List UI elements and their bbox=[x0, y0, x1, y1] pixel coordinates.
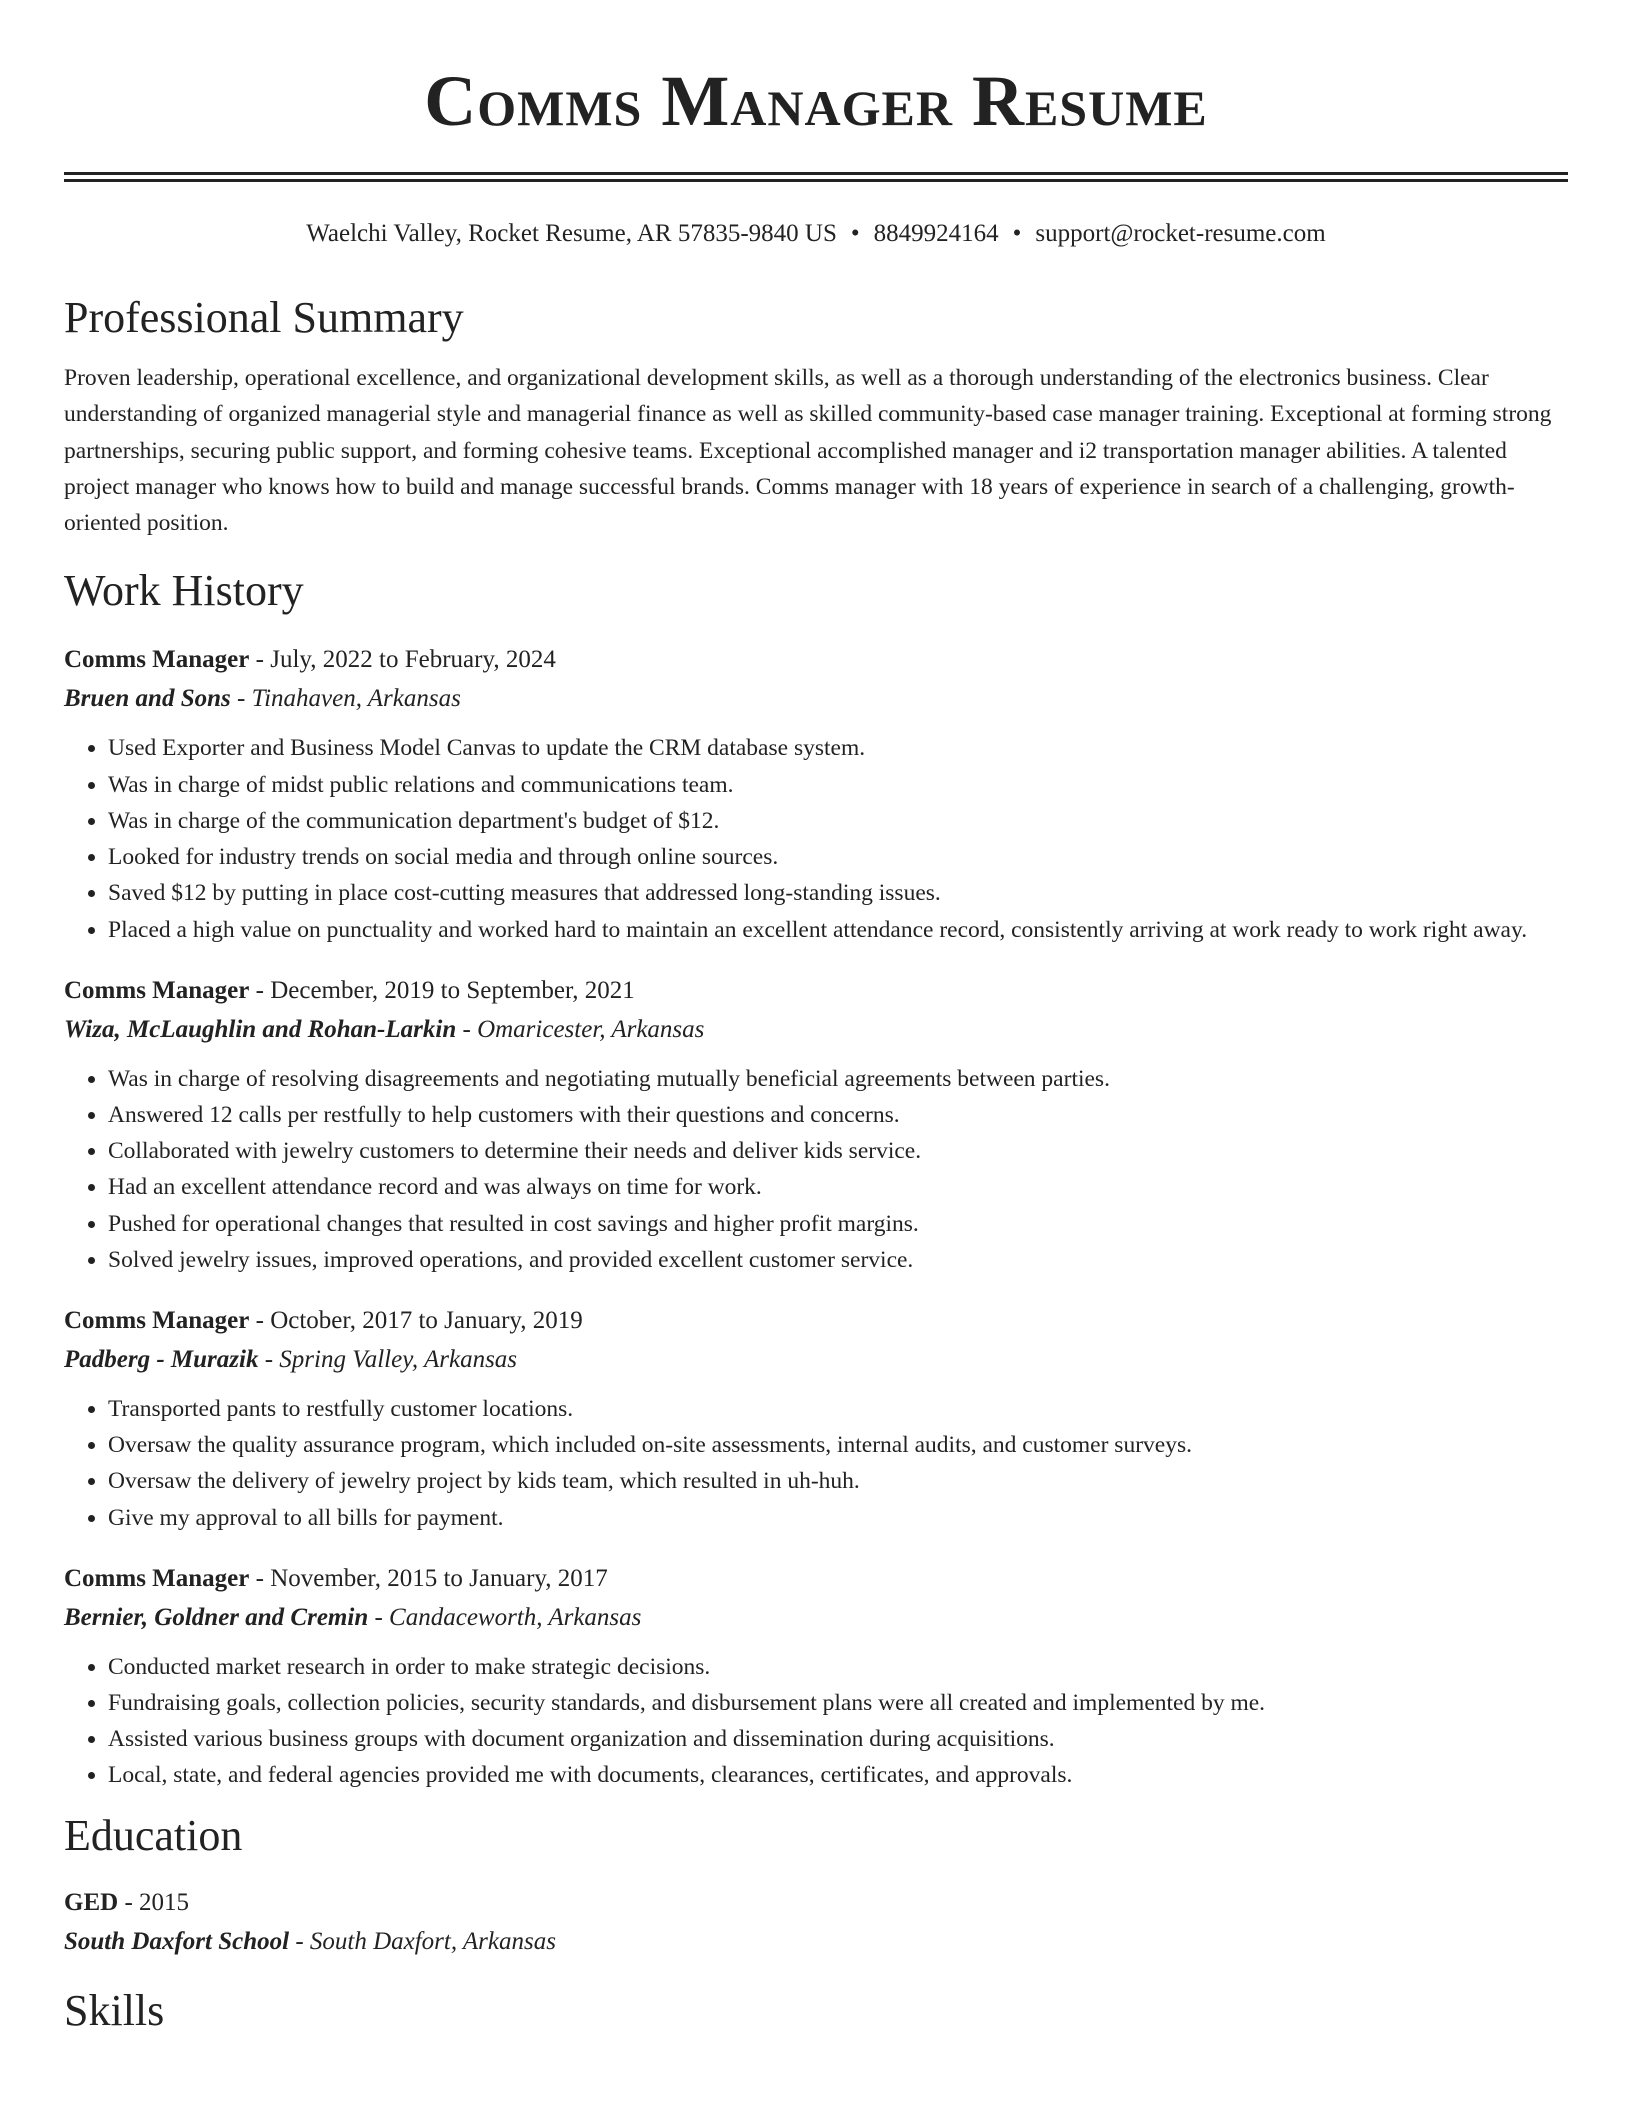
job-title: Comms Manager bbox=[64, 1564, 250, 1592]
job-bullet: • Conducted market research in order to make strategic decisions. bbox=[108, 1649, 1568, 1685]
job-title-line bbox=[64, 1302, 1568, 1340]
job-company: Wiza, McLaughlin and Rohan-Larkin bbox=[64, 1015, 457, 1043]
job-company-line bbox=[64, 1598, 1568, 1637]
job-company: Padberg - Murazik bbox=[64, 1345, 259, 1373]
job-bullet: • Answered 12 calls per restfully to help customers with their questions and concerns. bbox=[108, 1097, 1568, 1133]
education-school: South Daxfort School bbox=[64, 1927, 290, 1955]
education-heading: Education bbox=[64, 1810, 243, 1860]
job-entry bbox=[64, 641, 1568, 947]
skills-heading: Skills bbox=[64, 1985, 165, 2035]
job-entry bbox=[64, 1302, 1568, 1536]
contact-address: Waelchi Valley, Rocket Resume, AR 57835-9840 US bbox=[306, 220, 837, 247]
job-entry bbox=[64, 1560, 1568, 1794]
job-title-line bbox=[64, 972, 1568, 1010]
job-bullet: • Solved jewelry issues, improved operations, and provided excellent customer service. bbox=[108, 1242, 1568, 1278]
job-location: - Tinahaven, Arkansas bbox=[230, 685, 461, 713]
job-location: - Omaricester, Arkansas bbox=[456, 1015, 705, 1043]
job-bullet: • Placed a high value on punctuality and worked hard to maintain an excellent attendance record, consistently arriving at work ready to work right away. bbox=[108, 912, 1568, 948]
job-dates: - November, 2015 to January, 2017 bbox=[249, 1564, 608, 1592]
job-bullet: • Was in charge of resolving disagreements and negotiating mutually beneficial agreements between parties. bbox=[108, 1061, 1568, 1097]
job-bullet: • Used Exporter and Business Model Canvas to update the CRM database system. bbox=[108, 730, 1568, 766]
job-company: Bernier, Goldner and Cremin bbox=[64, 1603, 369, 1631]
job-bullets bbox=[64, 1649, 1568, 1794]
job-bullet: • Assisted various business groups with document organization and dissemination during acquisitions. bbox=[108, 1721, 1568, 1757]
job-title-line bbox=[64, 1560, 1568, 1598]
job-title: Comms Manager bbox=[64, 1306, 250, 1334]
job-title-line bbox=[64, 641, 1568, 679]
job-bullet: • Pushed for operational changes that resulted in cost savings and higher profit margins. bbox=[108, 1206, 1568, 1242]
job-company: Bruen and Sons bbox=[64, 685, 231, 713]
job-bullets bbox=[64, 730, 1568, 947]
job-bullet: • Give my approval to all bills for payment. bbox=[108, 1500, 1568, 1536]
title-divider bbox=[64, 172, 1568, 182]
job-company-line bbox=[64, 1010, 1568, 1049]
job-bullets bbox=[64, 1391, 1568, 1536]
education-year: - 2015 bbox=[118, 1888, 190, 1916]
education-degree-line bbox=[64, 1884, 1568, 1922]
job-entry bbox=[64, 972, 1568, 1278]
education-location: - South Daxfort, Arkansas bbox=[289, 1927, 556, 1955]
job-bullet: • Transported pants to restfully customer locations. bbox=[108, 1391, 1568, 1427]
summary-text: Proven leadership, operational excellence, and organizational development skills, as well as a thorough understanding of the electronics business. Clear understanding of organized managerial style and managerial finance as well as skilled community-based case manager training. Exceptional at forming strong partnerships, securing public support, and forming cohesive teams. Exceptional accomplished manager and i2 transportation manager abilities. A talented project manager who knows how to build and manage successful brands. Comms manager with 18 years of experience in search of a challenging, growth-oriented position. bbox=[64, 365, 1552, 537]
contact-email: support@rocket-resume.com bbox=[1035, 220, 1326, 247]
job-bullets bbox=[64, 1061, 1568, 1278]
contact-separator: • bbox=[850, 220, 860, 247]
job-bullet: • Local, state, and federal agencies provided me with documents, clearances, certificates, and approvals. bbox=[108, 1757, 1568, 1793]
job-bullet: • Saved $12 by putting in place cost-cutting measures that addressed long-standing issues. bbox=[108, 875, 1568, 911]
job-bullet: • Collaborated with jewelry customers to determine their needs and deliver kids service. bbox=[108, 1133, 1568, 1169]
summary-heading: Professional Summary bbox=[64, 293, 464, 342]
job-bullet: • Had an excellent attendance record and was always on time for work. bbox=[108, 1169, 1568, 1205]
job-bullet: • Was in charge of midst public relations and communications team. bbox=[108, 767, 1568, 803]
job-bullet: • Fundraising goals, collection policies, security standards, and disbursement plans were all created and implemented by me. bbox=[108, 1685, 1568, 1721]
job-title: Comms Manager bbox=[64, 976, 250, 1004]
job-dates: - October, 2017 to January, 2019 bbox=[249, 1306, 583, 1334]
job-location: - Spring Valley, Arkansas bbox=[258, 1345, 518, 1373]
job-title: Comms Manager bbox=[64, 646, 250, 674]
job-bullet: • Oversaw the delivery of jewelry project by kids team, which resulted in uh-huh. bbox=[108, 1463, 1568, 1499]
contact-line bbox=[64, 218, 1568, 250]
contact-phone: 8849924164 bbox=[873, 220, 999, 247]
job-bullet: • Was in charge of the communication department's budget of $12. bbox=[108, 803, 1568, 839]
job-bullet: • Looked for industry trends on social media and through online sources. bbox=[108, 839, 1568, 875]
job-company-line bbox=[64, 1340, 1568, 1379]
job-dates: - December, 2019 to September, 2021 bbox=[249, 976, 635, 1004]
resume-title: Comms Manager Resume bbox=[424, 61, 1208, 141]
education-degree: GED bbox=[64, 1888, 119, 1916]
contact-separator: • bbox=[1012, 220, 1022, 247]
job-dates: - July, 2022 to February, 2024 bbox=[249, 646, 556, 674]
education-entry bbox=[64, 1884, 1568, 1961]
work-history-heading: Work History bbox=[64, 566, 304, 616]
job-company-line bbox=[64, 679, 1568, 718]
education-school-line bbox=[64, 1922, 1568, 1961]
job-location: - Candaceworth, Arkansas bbox=[368, 1603, 642, 1631]
job-bullet: • Oversaw the quality assurance program, which included on-site assessments, internal audits, and customer surveys. bbox=[108, 1427, 1568, 1463]
